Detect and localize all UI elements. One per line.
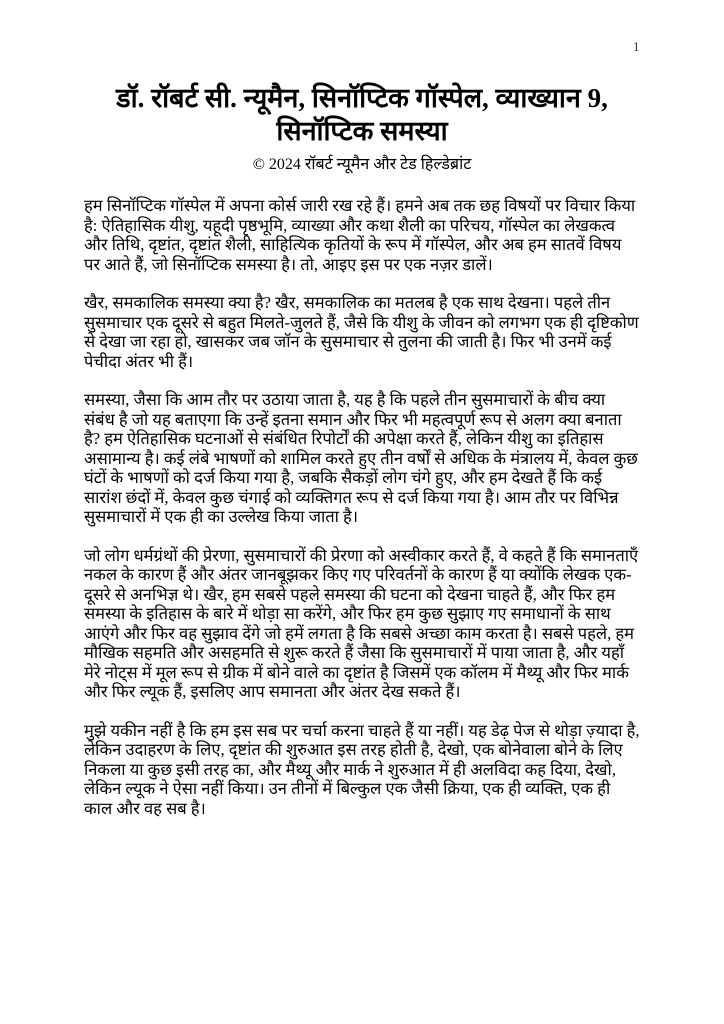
paragraph-3: समस्या, जैसा कि आम तौर पर उठाया जाता है, यह है कि पहले तीन सुसमाचारों के बीच क्या संबंध है जो यह बताएगा कि उन्हें इतना समान और फिर भी महत्वपूर्ण रूप से अलग क्या बनाता है? हम ऐतिहासिक घटनाओं से संबंधित रिपोर्टों की अपेक्षा करते हैं, लेकिन यीशु का इतिहास असामान्य है। कई लंबे भाषणों को शामिल करते हुए तीन वर्षों से अधिक के मंत्रालय में, केवल कुछ घंटों के भाषणों को दर्ज किया गया है, जबकि सैकड़ों लोग चंगे हुए, और हम देखते हैं कि कई सारांश छंदों में, केवल कुछ चंगाई को व्यक्तिगत रूप से दर्ज किया गया है। आम तौर पर विभिन्न सुसमाचारों में एक ही का उल्लेख किया जाता है।	[84, 390, 638, 526]
document-title	[84, 82, 640, 148]
page-header	[84, 38, 640, 56]
title-line-1: डॉ. रॉबर्ट सी. न्यूमैन, सिनॉप्टिक गॉस्पेल, व्याख्यान 9,	[116, 83, 608, 113]
paragraph-5: मुझे यकीन नहीं है कि हम इस सब पर चर्चा करना चाहते हैं या नहीं। यह डेढ़ पेज से थोड़ा ज़्यादा है, लेकिन उदाहरण के लिए, दृष्टांत की शुरुआत इस तरह होती है, देखो, एक बोनेवाला बोने के लिए निकला या कुछ इसी तरह का, और मैथ्यू और मार्क ने शुरुआत में ही अलविदा कह दिया, देखो, लेकिन ल्यूक ने ऐसा नहीं किया। उन तीनों में बिल्कुल एक जैसी क्रिया, एक ही व्यक्ति, एक ही काल और वह सब है।	[84, 720, 640, 818]
paragraph-2: खैर, समकालिक समस्या क्या है? खैर, समकालिक का मतलब है एक साथ देखना। पहले तीन सुसमाचार एक दूसरे से बहुत मिलते-जुलते हैं, जैसे कि यीशु के जीवन को लगभग एक ही दृष्टिकोण से देखा जा रहा हो, खासकर जब जॉन के सुसमाचार से तुलना की जाती है। फिर भी उनमें कई पेचीदा अंतर भी हैं।	[84, 293, 639, 371]
document-body	[84, 196, 640, 818]
title-line-2: सिनॉप्टिक समस्या	[276, 116, 448, 146]
paragraph-4: जो लोग धर्मग्रंथों की प्रेरणा, सुसमाचारों की प्रेरणा को अस्वीकार करते हैं, वे कहते हैं कि समानताएँ नकल के कारण हैं और अंतर जानबूझकर किए गए परिवर्तनों के कारण हैं या क्योंकि लेखक एक-दूसरे से अनभिज्ञ थे। खैर, हम सबसे पहले समस्या की घटना को देखना चाहते हैं, और फिर हम समस्या के इतिहास के बारे में थोड़ा सा करेंगे, और फिर हम कुछ सुझाए गए समाधानों के साथ आएंगे और फिर वह सुझाव देंगे जो हमें लगता है कि सबसे अच्छा काम करता है। सबसे पहले, हम मौखिक सहमति और असहमति से शुरू करते हैं जैसा कि सुसमाचारों में पाया जाता है, और यहाँ मेरे नोट्स में मूल रूप से ग्रीक में बोने वाले का दृष्टांत है जिसमें एक कॉलम में मैथ्यू और फिर मार्क और फिर ल्यूक हैं, इसलिए आप समानता और अंतर देख सकते हैं।	[84, 545, 639, 701]
page-number: 1	[633, 39, 640, 54]
paragraph-1: हम सिनॉप्टिक गॉस्पेल में अपना कोर्स जारी रख रहे हैं। हमने अब तक छह विषयों पर विचार किया है: ऐतिहासिक यीशु, यहूदी पृष्ठभूमि, व्याख्या और कथा शैली का परिचय, गॉस्पेल का लेखकत्व और तिथि, दृष्टांत, दृष्टांत शैली, साहित्यिक कृतियों के रूप में गॉस्पेल, और अब हम सातवें विषय पर आते हैं, जो सिनॉप्टिक समस्या है। तो, आइए इस पर एक नज़र डालें।	[84, 196, 636, 274]
copyright-line: © 2024 रॉबर्ट न्यूमैन और टेड हिल्डेब्रांट	[252, 156, 472, 173]
